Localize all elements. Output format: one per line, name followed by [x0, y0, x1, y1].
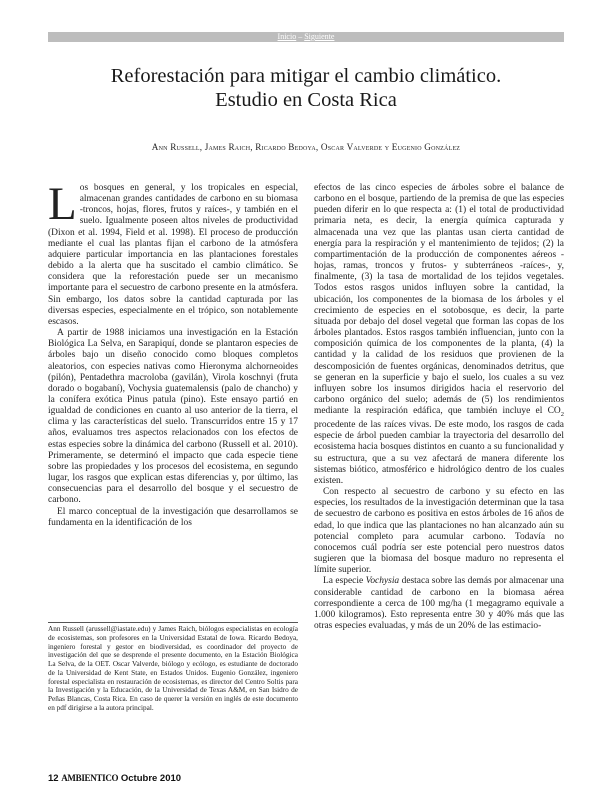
- column-left: [48, 178, 298, 529]
- magazine-logo: AMBIENTICO: [61, 773, 119, 783]
- siguiente-link[interactable]: Siguiente: [304, 32, 335, 41]
- species-name: Vochysia: [365, 576, 400, 587]
- paragraph-traits-text: efectos de las cinco especies de árboles sobre el balance de carbono en el bosque, partiendo de la premisa de que las especies pueden diferir en lo que respecta a: (1) el total de productividad primaria neta, es decir, la energía química capturada y almacenada una vez que las plantas usan cierta cantidad de energía para la respiración y el mantenimiento de tejidos; (2) la compartimentación de la producción de componentes aéreos -hojas, ramas, troncos y frutos- y subterráneos -raíces-, y, finalmente, (3) la tasa de mortalidad de los tejidos vegetales. Todos estos rasgos unidos influyen sobre la cantidad, la ubicación, los componentes de la biomasa de los árboles y el crecimiento de especies en el sotobosque, es decir, la parte situada por debajo del dosel vegetal que forman las copas de los árboles plantados. Estos rasgos también influencian, junto con la composición química de los componentes de la planta, (4) la cantidad y la calidad de los residuos que provienen de la descomposición de fuentes orgánicas, denominados detritus, que se generan en la superficie y bajo el suelo, los cuales a su vez influyen sobre los insumos dirigidos hacia el reservorio del carbono orgánico del suelo; además de (5) los rendimientos mediante la respiración edáfica, que también incluye el CO: [314, 183, 564, 417]
- paragraph-study: A partir de 1988 iniciamos una investigación en la Estación Biológica La Selva, en Sarapiquí, donde se plantaron especies de árboles bajo un diseño conocido como bloques completos aleatorios, con especies nativas como Hieronyma alchorneoides (pilón), Pentadethra macroloba (gavilán), Virola koschnyi (fruta dorado o bogabaní), Vochysia guatemalensis (palo de chancho) y la conífera exótica Pinus patula (pino). Este ensayo partió en igualdad de condiciones en cuanto al uso anterior de la tierra, el clima y las características del suelo. Transcurridos entre 15 y 17 años, evaluamos tres aspectos relacionados con los efectos de estas especies sobre la dinámica del carbono (Russell et al. 2010). Primeramente, se determinó el impacto que cada especie tiene sobre las propiedades y los procesos del ecosistema, en segundo lugar, los rasgos que explican estas diferencias y, por último, las consecuencias para el desarrollo del bosque y el secuestro de carbono.: [48, 328, 298, 506]
- author-notes-text: Ann Russell (arussell@iastate.edu) y James Raich, biólogos especialistas en ecología de ecosistemas, son profesores en la Universidad Estatal de Iowa. Ricardo Bedoya, ingeniero forestal y gestor en biodiversidad, es coordinador del proyecto de investigación del que se desprende el presente documento, en la Estación Biológica La Selva, de la OET. Oscar Valverde, biólogo y ecólogo, es estudiante de doctorado de la Universidad de Kent State, en Estados Unidos. Eugenio González, ingeniero forestal especialista en restauración de ecosistemas, es director del Centro Soltis para la Investigación y la Educación, de la Universidad de Texas A&M, en San Isidro de Peñas Blancas, Costa Rica. En caso de querer la versión en inglés de este documento en pdf dirigirse a la autora principal.: [48, 625, 298, 712]
- title-line-1: Reforestación para mitigar el cambio climático.: [110, 65, 502, 87]
- paragraph-sequestration: Con respecto al secuestro de carbono y su efecto en las especies, los resultados de la investigación determinan que la tasa de secuestro de carbono es positiva en estos árboles de 16 años de edad, lo que indica que las plantaciones no han alcanzado aún su potencial completo para acumular carbono. Todavía no conocemos cuál podría ser este potencial pero nuestros datos sugieren que la biomasa del bosque maduro no representa el límite superior.: [314, 487, 564, 576]
- paragraph-traits-end: procedente de las raíces vivas. De este modo, los rasgos de cada especie de árbol pueden cambiar la trayectoria del desarrollo del ecosistema hacia bosques distintos en cuanto a su funcionalidad y su estructura, que a su vez afectará de manera diferente los sistemas biótico, atmosférico e hidrológico dentro de los cuales existen.: [314, 420, 564, 486]
- paragraph-intro-text: os bosques en general, y los tropicales en especial, almacenan grandes cantidades de carbono en su biomasa -troncos, hojas, flores, frutos y raíces-, y también en el suelo. Igualmente poseen altos niveles de productividad (Dixon et al. 1994, Field et al. 1998). El proceso de producción mediante el cual las plantas fijan el carbono de la atmósfera adquiere particular importancia en las plantaciones forestales debido a la alerta que ha suscitado el cambio climático. Se considera que la reforestación puede ser un mecanismo importante para el secuestro de carbono presente en la atmósfera. Sin embargo, los datos sobre la cantidad capturada por las diversas especies, especialmente en el trópico, son notablemente escasos.: [48, 183, 298, 327]
- nav-bar: [48, 32, 564, 42]
- title-line-2: Estudio en Costa Rica: [215, 89, 397, 111]
- vochysia-text-a: La especie: [323, 576, 366, 587]
- column-right: [314, 183, 564, 632]
- paragraph-vochysia: [314, 576, 564, 632]
- paragraph-framework-start: El marco conceptual de la investigación que desarrollamos se fundamenta en la identificación de los: [48, 506, 298, 528]
- page-footer: [48, 773, 181, 784]
- paragraph-intro: [48, 178, 298, 328]
- author-list: Ann Russell, James Raich, Ricardo Bedoya, Oscar Valverde y Eugenio González: [151, 142, 461, 152]
- issue-date: Octubre 2010: [120, 773, 182, 784]
- co2-subscript: 2: [560, 411, 564, 419]
- author-notes: [48, 622, 298, 713]
- drop-cap: L: [48, 178, 77, 230]
- nav-separator: –: [296, 32, 305, 41]
- page-number: 12: [48, 773, 59, 784]
- inicio-link[interactable]: Inicio: [277, 32, 297, 41]
- article-title: [48, 64, 564, 112]
- paragraph-traits: [314, 183, 564, 487]
- vochysia-text-b: destaca sobre las demás por almacenar una considerable cantidad de carbono en la biomasa aérea correspondiente a cerca de 100 mg/ha (1 megagramo equivale a 1.000 kilogramos). Esto representa entre 30 y 40% más que las otras especies evaluadas, y más de un 20% de las estimacio-: [314, 576, 564, 631]
